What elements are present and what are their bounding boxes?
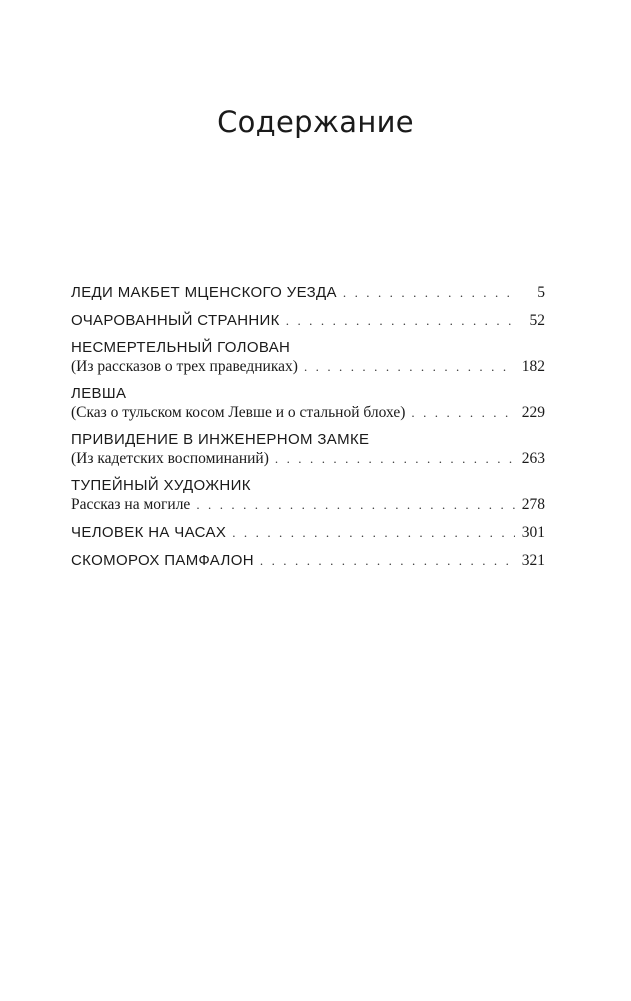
toc-entry[interactable]	[71, 385, 545, 423]
toc-entry-subtitle: Рассказ на могиле	[71, 496, 191, 513]
toc-entry[interactable]	[71, 283, 545, 303]
toc-entry-page: 263	[521, 450, 545, 467]
toc-entry[interactable]	[71, 431, 545, 469]
toc-entry-page: 229	[521, 404, 545, 421]
toc-entry[interactable]	[71, 551, 545, 571]
toc-entry-title: ТУПЕЙНЫЙ ХУДОЖНИК	[71, 477, 251, 494]
toc-entry-subtitle: (Сказ о тульском косом Левше и о стальной блохе)	[71, 404, 406, 421]
toc-entry[interactable]	[71, 477, 545, 515]
toc-entry-page: 321	[521, 552, 545, 569]
toc-entry-page: 278	[521, 496, 545, 513]
dot-leader	[411, 403, 515, 423]
dot-leader	[275, 449, 515, 469]
toc-entry-page: 301	[521, 524, 545, 541]
toc-entry-title: НЕСМЕРТЕЛЬНЫЙ ГОЛОВАН	[71, 339, 291, 356]
toc-entry[interactable]	[71, 311, 545, 331]
toc-entry-title: СКОМОРОХ ПАМФАЛОН	[71, 552, 254, 569]
toc-entry-subtitle: (Из кадетских воспоминаний)	[71, 450, 269, 467]
toc-entry-title: ОЧАРОВАННЫЙ СТРАННИК	[71, 312, 280, 329]
dot-leader	[286, 311, 515, 331]
toc-entry-title: ПРИВИДЕНИЕ В ИНЖЕНЕРНОМ ЗАМКЕ	[71, 431, 370, 448]
dot-leader	[304, 357, 515, 377]
toc-entry-subtitle: (Из рассказов о трех праведниках)	[71, 358, 298, 375]
toc-entry-page: 5	[537, 284, 545, 301]
dot-leader	[260, 551, 515, 571]
dot-leader	[232, 523, 515, 543]
table-of-contents	[71, 283, 545, 579]
page-title: Содержание	[217, 105, 414, 140]
toc-entry-title: ЛЕВША	[71, 385, 127, 402]
toc-entry-page: 182	[521, 358, 545, 375]
toc-entry-page: 52	[529, 312, 545, 329]
toc-entry[interactable]	[71, 339, 545, 377]
dot-leader	[343, 283, 515, 303]
toc-entry-title: ЛЕДИ МАКБЕТ МЦЕНСКОГО УЕЗДА	[71, 284, 337, 301]
dot-leader	[196, 495, 515, 515]
toc-entry-title: ЧЕЛОВЕК НА ЧАСАХ	[71, 524, 227, 541]
toc-entry[interactable]	[71, 523, 545, 543]
